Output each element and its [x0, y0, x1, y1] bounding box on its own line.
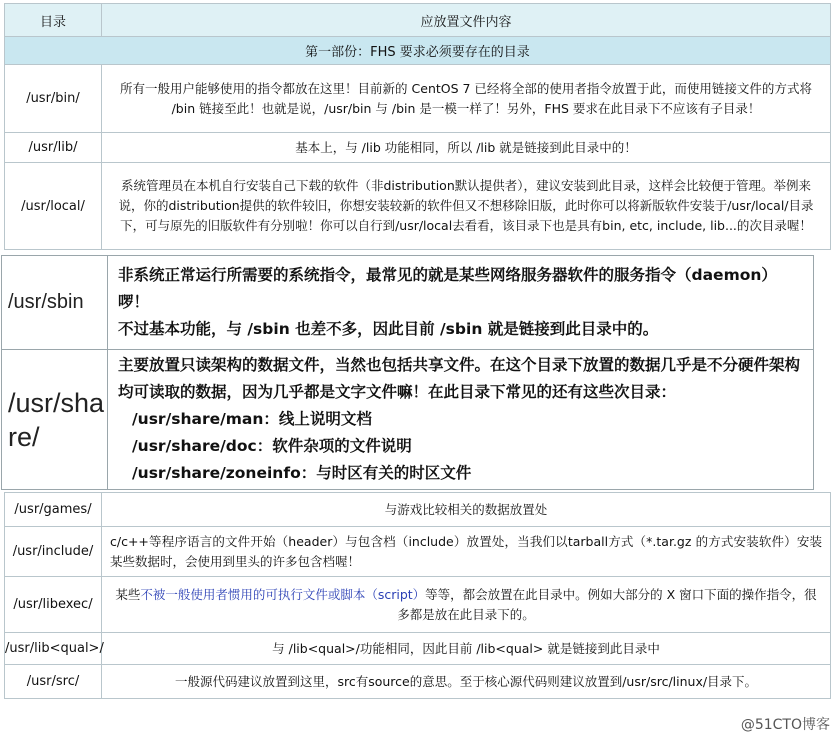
table-header: [5, 4, 831, 37]
dir-cell: /usr/src/: [5, 665, 102, 699]
dir-cell: /usr/share/: [2, 350, 108, 490]
subdir-man: /usr/share/man：线上说明文档: [132, 410, 372, 428]
table-row: [5, 493, 831, 527]
table-row: [2, 350, 814, 490]
desc-before: 某些: [115, 586, 141, 602]
desc-after: 等等，都会放置在此目录中。例如大部分的 X 窗口下面的操作指令，很多都是放在此目录下的。: [397, 586, 817, 622]
dir-cell: /usr/sbin: [2, 256, 108, 350]
desc-line: 不过基本功能，与 /sbin 也差不多，因此目前 /sbin 就是链接到此目录中的。: [118, 320, 659, 338]
dir-cell: /usr/include/: [5, 527, 102, 577]
desc-cell: [102, 577, 831, 633]
desc-cell: 所有一般用户能够使用的指令都放在这里！目前新的 CentOS 7 已经将全部的使用者指令放置于此，而使用链接文件的方式将 /bin 链接至此！也就是说，/usr/bin 与 /bin 是一模一样了！另外，FHS 要求在此目录下不应该有子目录！: [102, 65, 831, 133]
desc-highlight: 不被一般使用者惯用的可执行文件或脚本（script）: [140, 586, 426, 602]
desc-cell: 与游戏比较相关的数据放置处: [102, 493, 831, 527]
section-title: 第一部份：FHS 要求必须要存在的目录: [5, 37, 831, 65]
desc-cell: 与 /lib<qual>/功能相同，因此目前 /lib<qual> 就是链接到此目录中: [102, 633, 831, 665]
table-row: [5, 163, 831, 250]
desc-cell: 系统管理员在本机自行安装自己下载的软件（非distribution默认提供者），建议安装到此目录，这样会比较便于管理。举例来说，你的distribution提供的软件较旧，你想安装较新的软件但又不想移除旧版，此时你可以将新版软件安装于/usr/local/目录下，可与原先的旧版软件有分别啦！你可以自行到/usr/local去看看，该目录下也是具有bin, etc, include, lib...的次目录喔！: [102, 163, 831, 250]
dir-cell: /usr/lib/: [5, 133, 102, 163]
dir-cell: /usr/lib<qual>/: [5, 633, 102, 665]
desc-cell: [108, 350, 814, 490]
table-row: [5, 577, 831, 633]
watermark: @51CTO博客: [740, 717, 830, 733]
desc-line: 非系统正常运行所需要的系统指令，最常见的就是某些网络服务器软件的服务指令（daemon）啰！: [118, 266, 777, 311]
table-row: [5, 665, 831, 699]
desc-cell: 一般源代码建议放置到这里，src有source的意思。至于核心源代码则建议放置到/usr/src/linux/目录下。: [102, 665, 831, 699]
header-contents: 应放置文件内容: [102, 4, 831, 37]
table-row: [5, 633, 831, 665]
subdir-zoneinfo: /usr/share/zoneinfo：与时区有关的时区文件: [132, 464, 472, 482]
header-directory: 目录: [5, 4, 102, 37]
dir-cell: /usr/local/: [5, 163, 102, 250]
desc-cell: 基本上，与 /lib 功能相同，所以 /lib 就是链接到此目录中的！: [102, 133, 831, 163]
fhs-table-middle: [1, 255, 814, 490]
table-row: [5, 65, 831, 133]
subdir-doc: /usr/share/doc：软件杂项的文件说明: [132, 437, 412, 455]
desc-line: 主要放置只读架构的数据文件，当然也包括共享文件。在这个目录下放置的数据几乎是不分硬件架构均可读取的数据，因为几乎都是文字文件嘛！在此目录下常见的还有这些次目录：: [118, 356, 801, 401]
table-row: [2, 256, 814, 350]
dir-cell: /usr/bin/: [5, 65, 102, 133]
desc-cell: c/c++等程序语言的文件开始（header）与包含档（include）放置处，当我们以tarball方式（*.tar.gz 的方式安装软件）安装某些数据时，会使用到里头的许多包含档喔！: [102, 527, 831, 577]
dir-cell: /usr/games/: [5, 493, 102, 527]
dir-cell: /usr/libexec/: [5, 577, 102, 633]
table-row: [5, 133, 831, 163]
desc-cell: [108, 256, 814, 350]
fhs-table-top: [4, 3, 831, 250]
fhs-table-bottom: [4, 492, 831, 699]
table-row: [5, 527, 831, 577]
section-row: [5, 37, 831, 65]
